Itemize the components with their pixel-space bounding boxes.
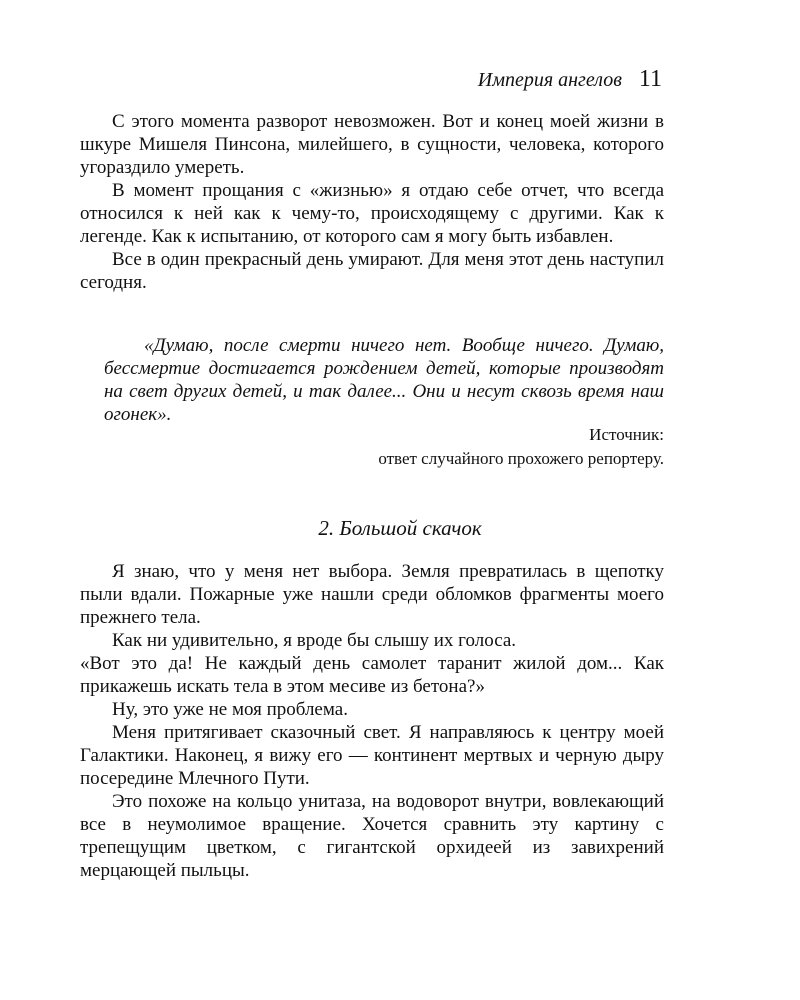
- paragraph: «Вот это да! Не каждый день самолет таранит жилой дом... Как прикажешь искать тела в этом месиве из бетона?»: [80, 653, 664, 697]
- epigraph-source-text: ответ случайного прохожего репортеру.: [378, 449, 664, 468]
- paragraph: Ну, это уже не моя проблема.: [112, 699, 348, 720]
- paragraph: В момент прощания с «жизнью» я отдаю себе отчет, что всегда относился к ней как к чему-то, происходящему с другими. Как к легенде. Как к испытанию, от которого сам я могу быть избавлен.: [80, 180, 664, 247]
- chapter-title: 2. Большой скачок: [318, 516, 482, 540]
- paragraph: Это похоже на кольцо унитаза, на водоворот внутри, вовлекающий все в неумолимое вращение. Хочется сравнить эту картину с трепещущим цветком, с гигантской орхидеей из завихрений мерцающей пыльцы.: [80, 791, 664, 881]
- running-head: [478, 66, 662, 93]
- running-title: Империя ангелов: [477, 69, 622, 91]
- paragraph: Все в один прекрасный день умирают. Для меня этот день наступил сегодня.: [80, 249, 664, 293]
- page-number: 11: [638, 66, 662, 92]
- epigraph-text: «Думаю, после смерти ничего нет. Вообще ничего. Думаю, бессмертие достигается рождением детей, которые производят на свет других детей, и так далее... Они и несут сквозь время наш огонек».: [104, 335, 664, 425]
- section-2: [80, 560, 664, 882]
- paragraph: С этого момента разворот невозможен. Вот и конец моей жизни в шкуре Мишеля Пинсона, милейшего, в сущности, человека, которого угораздило умереть.: [80, 111, 664, 178]
- paragraph: Меня притягивает сказочный свет. Я направляюсь к центру моей Галактики. Наконец, я вижу его — континент мертвых и черную дыру посередине Млечного Пути.: [80, 722, 664, 789]
- paragraph: Как ни удивительно, я вроде бы слышу их голоса.: [112, 630, 517, 651]
- section-1: [80, 110, 664, 294]
- epigraph-source-label: Источник:: [589, 425, 664, 444]
- paragraph: Я знаю, что у меня нет выбора. Земля превратилась в щепотку пыли вдали. Пожарные уже нашли среди обломков фрагменты моего прежнего тела.: [80, 561, 664, 628]
